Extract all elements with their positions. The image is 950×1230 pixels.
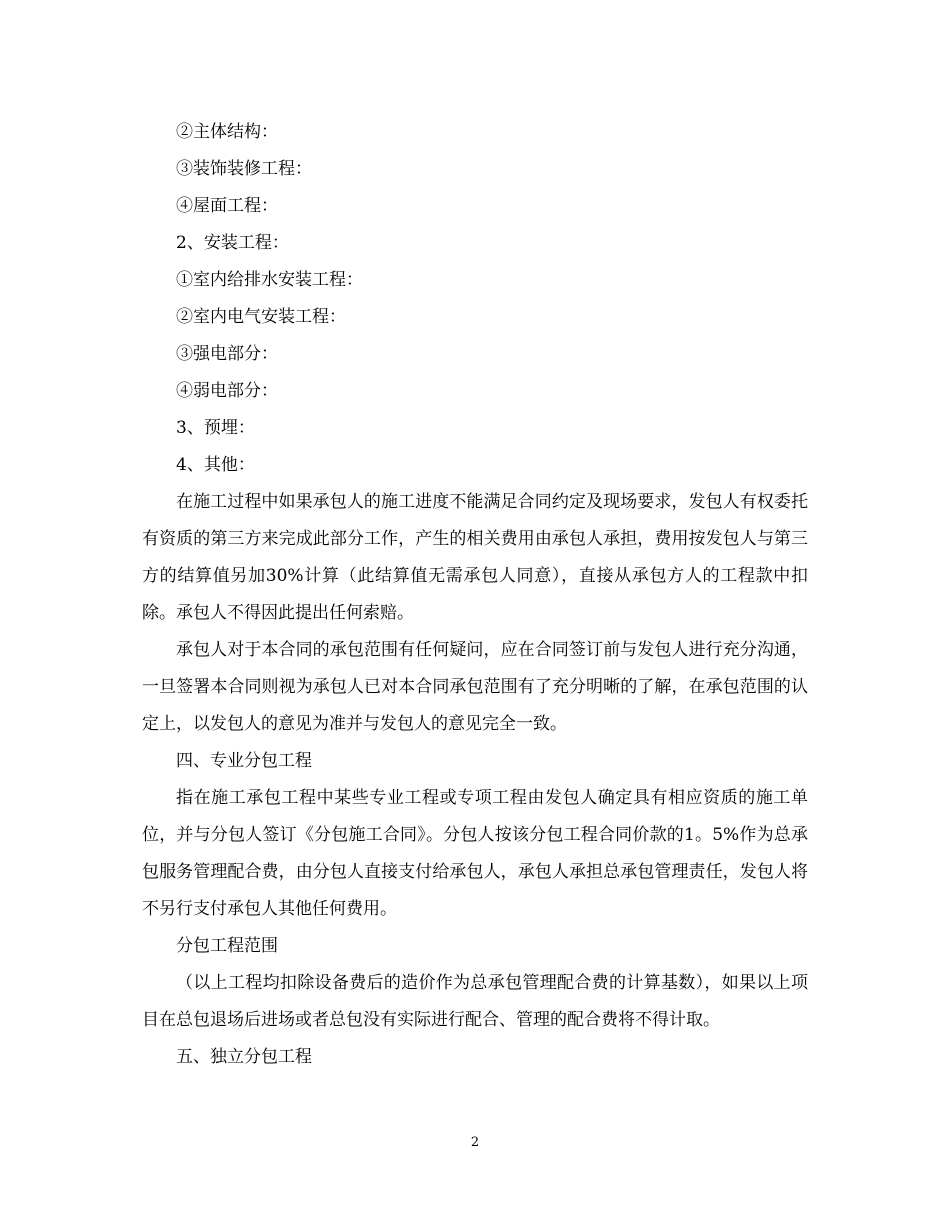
paragraph: 2、安装工程： bbox=[176, 233, 289, 253]
paragraph: ②室内电气安装工程： bbox=[176, 307, 346, 327]
paragraph: ③强电部分： bbox=[176, 344, 278, 364]
paragraph: ③装饰装修工程： bbox=[176, 159, 312, 179]
paragraph: 指在施工承包工程中某些专业工程或专项工程由发包人确定具有相应资质的施工单位，并与分包人签订《分包施工合同》。分包人按该分包工程合同价款的1。5%作为总承包服务管理配合费，由分包人直接支付给承包人，承包人承担总承包管理责任，发包人将不另行支付承包人其他任何费用。 bbox=[142, 788, 808, 919]
paragraph: 3、预埋： bbox=[176, 418, 255, 438]
paragraph: 承包人对于本合同的承包范围有任何疑问，应在合同签订前与发包人进行充分沟通，一旦签署本合同则视为承包人已对本合同承包范围有了充分明晰的了解，在承包范围的认定上，以发包人的意见为准并与发包人的意见完全一致。 bbox=[142, 640, 808, 734]
paragraph: ①室内给排水安装工程： bbox=[176, 270, 363, 290]
paragraph: （以上工程均扣除设备费后的造价作为总承包管理配合费的计算基数），如果以上项目在总包退场后进场或者总包没有实际进行配合、管理的配合费将不得计取。 bbox=[142, 973, 808, 1030]
paragraph: ②主体结构： bbox=[176, 122, 278, 142]
paragraph: 4、其他： bbox=[176, 455, 255, 475]
paragraph: ④弱电部分： bbox=[176, 381, 278, 401]
document-body bbox=[142, 114, 808, 1076]
section-heading: 四、专业分包工程 bbox=[176, 751, 312, 771]
section-heading: 五、独立分包工程 bbox=[176, 1047, 312, 1067]
paragraph: 在施工过程中如果承包人的施工进度不能满足合同约定及现场要求，发包人有权委托有资质的第三方来完成此部分工作，产生的相关费用由承包人承担，费用按发包人与第三方的结算值另加30%计算（此结算值无需承包人同意），直接从承包方人的工程款中扣除。承包人不得因此提出任何索赔。 bbox=[142, 492, 808, 623]
paragraph: 分包工程范围 bbox=[176, 936, 278, 956]
page-number: 2 bbox=[470, 1135, 480, 1150]
paragraph: ④屋面工程： bbox=[176, 196, 278, 216]
